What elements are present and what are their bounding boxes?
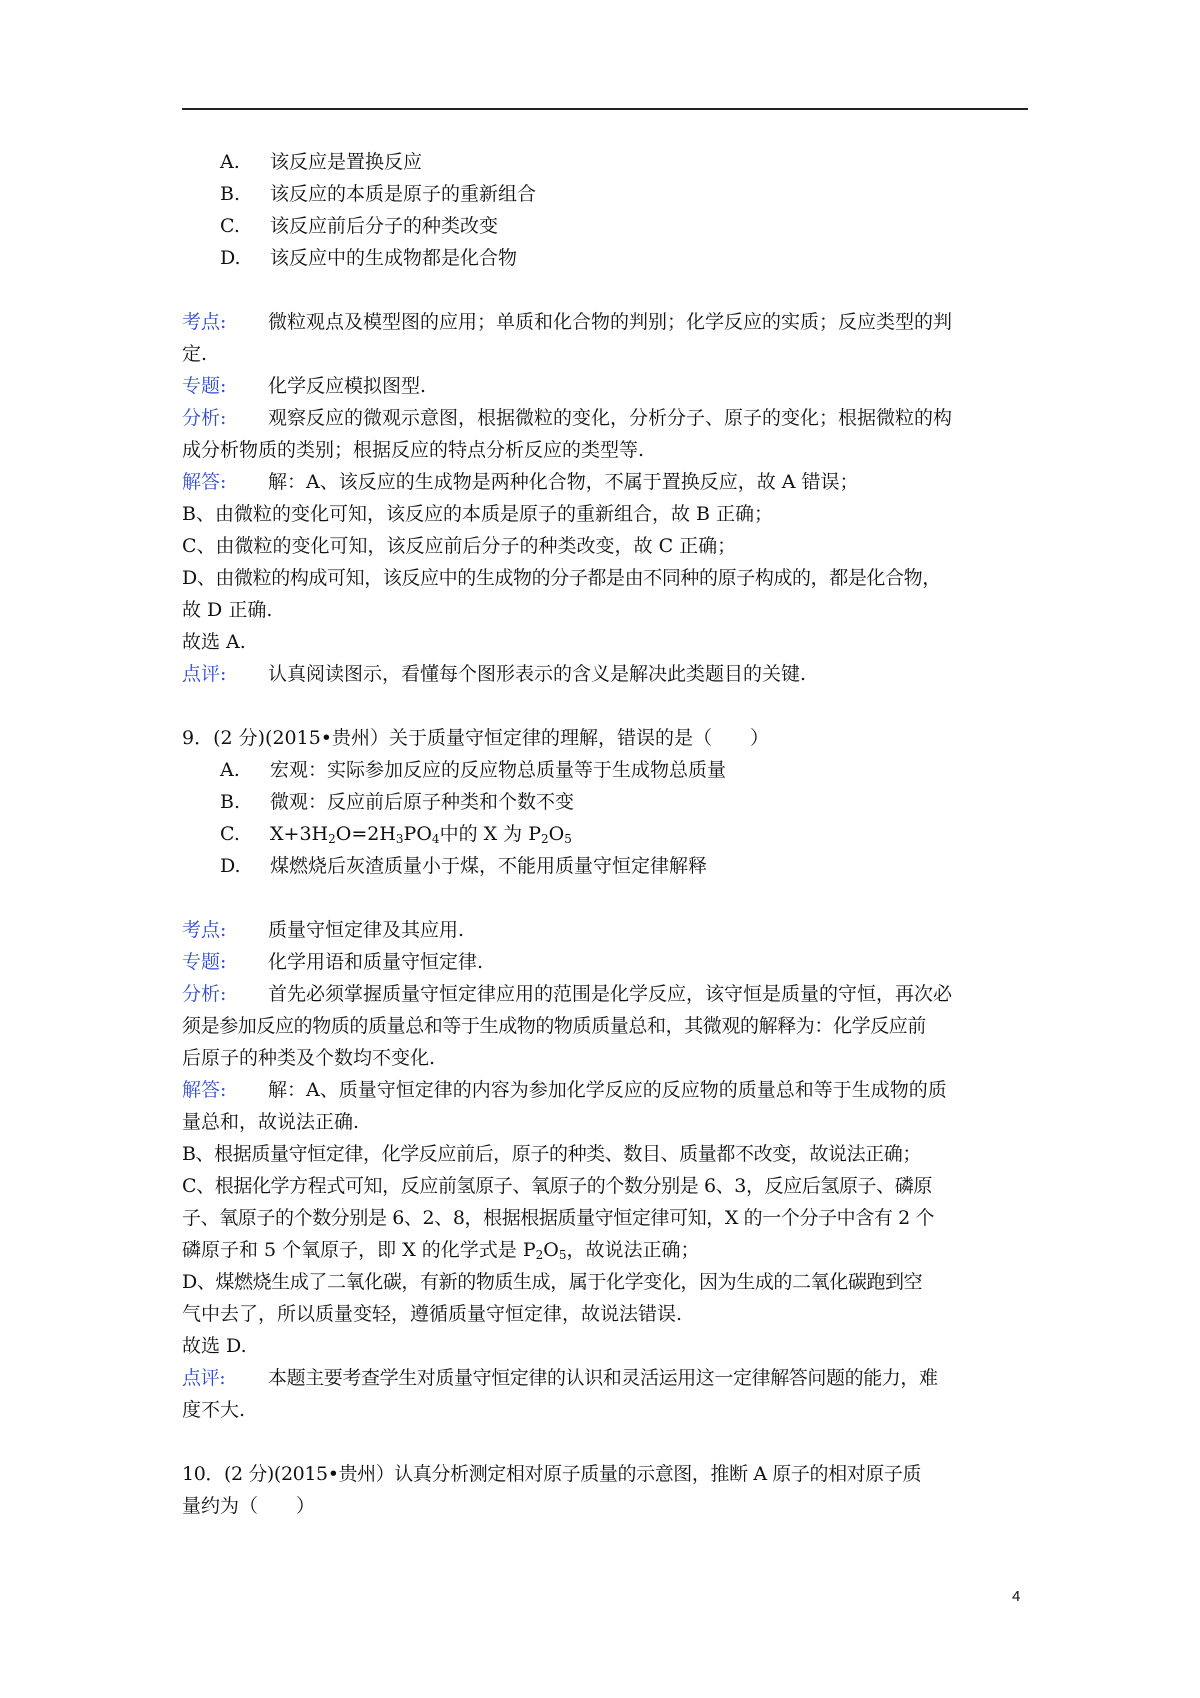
q9-dianping-cont: 度不大. [182,1399,246,1421]
q9-fenxi-cont2: 后原子的种类及个数均不变化. [182,1047,436,1069]
q8-kaodian-cont: 定. [182,343,208,365]
q10-stem: 10．(2 分)(2015•贵州）认真分析测定相对原子质量的示意图，推断 A 原子的相对原子质 [182,1463,922,1485]
q8-fenxi-cont: 成分析物质的类别；根据反应的特点分析反应的类型等. [182,439,645,461]
q9-jieda-c-cont: 子、氧原子的个数分别是 6、2、8，根据根据质量守恒定律可知，X 的一个分子中含有 2 个 [182,1207,935,1229]
q8-option-b: B. 该反应的本质是原子的重新组合 [220,183,537,205]
q8-jieda-d-cont: 故 D 正确. [182,599,273,621]
q9-dianping: 点评: 本题主要考查学生对质量守恒定律的认识和灵活运用这一定律解答问题的能力，难 [182,1367,938,1389]
q8-option-c: C. 该反应前后分子的种类改变 [220,215,499,237]
q9-jieda-c: C、根据化学方程式可知，反应前氢原子、氧原子的个数分别是 6、3，反应后氢原子、磷原 [182,1175,932,1197]
q8-dianping: 点评: 认真阅读图示，看懂每个图形表示的含义是解决此类题目的关键. [182,663,807,685]
q8-jieda-c: C、由微粒的变化可知，该反应前后分子的种类改变，故 C 正确； [182,535,737,557]
q8-jieda: 解答: 解：A、该反应的生成物是两种化合物，不属于置换反应，故 A 错误； [182,471,859,493]
q10-stem-cont: 量约为（ ） [182,1495,316,1517]
q9-stem: 9．(2 分)(2015•贵州）关于质量守恒定律的理解，错误的是（ ） [182,727,770,749]
q9-answer: 故选 D. [182,1335,247,1357]
q9-kaodian: 考点: 质量守恒定律及其应用. [182,919,465,941]
q8-fenxi: 分析: 观察反应的微观示意图，根据微粒的变化，分析分子、原子的变化；根据微粒的构 [182,407,953,429]
header-rule [182,108,1028,110]
q9-jieda-c-cont2: 磷原子和 5 个氧原子，即 X 的化学式是 $P_2O_5$，故说法正确； [182,1239,700,1262]
q8-option-a: A. 该反应是置换反应 [220,151,423,173]
q8-answer: 故选 A. [182,631,246,653]
q9-option-b: B. 微观：反应前后原子种类和个数不变 [220,791,575,813]
q9-jieda-b: B、根据质量守恒定律，化学反应前后，原子的种类、数目、质量都不改变，故说法正确； [182,1143,921,1165]
q9-fenxi-cont: 须是参加反应的物质的质量总和等于生成物的物质质量总和，其微观的解释为：化学反应前 [182,1015,927,1037]
q9-jieda-d: D、煤燃烧生成了二氧化碳，有新的物质生成，属于化学变化，因为生成的二氧化碳跑到空 [182,1271,923,1293]
q8-jieda-b: B、由微粒的变化可知，该反应的本质是原子的重新组合，故 B 正确； [182,503,774,525]
q8-zhuanti: 专题: 化学反应模拟图型. [182,375,427,397]
q9-fenxi: 分析: 首先必须掌握质量守恒定律应用的范围是化学反应，该守恒是质量的守恒，再次必 [182,983,953,1005]
q8-option-d: D. 该反应中的生成物都是化合物 [220,247,518,269]
q9-option-c: C. $X+3H_2O=2H_3PO_4$中的 X 为 $P_2O_5$ [220,823,572,846]
q9-jieda-a-cont: 量总和，故说法正确. [182,1111,360,1133]
q8-kaodian: 考点: 微粒观点及模型图的应用；单质和化合物的判别；化学反应的实质；反应类型的判 [182,311,953,333]
q9-jieda-d-cont: 气中去了，所以质量变轻，遵循质量守恒定律，故说法错误. [182,1303,683,1325]
q9-jieda: 解答: 解：A、质量守恒定律的内容为参加化学反应的反应物的质量总和等于生成物的质 [182,1079,947,1101]
q8-jieda-d: D、由微粒的构成可知，该反应中的生成物的分子都是由不同种的原子构成的，都是化合物， [182,567,941,589]
page-number: 4 [1012,1588,1021,1605]
q9-option-d: D. 煤燃烧后灰渣质量小于煤，不能用质量守恒定律解释 [220,855,708,877]
q9-zhuanti: 专题: 化学用语和质量守恒定律. [182,951,484,973]
q9-option-a: A. 宏观：实际参加反应的反应物总质量等于生成物总质量 [220,759,727,781]
